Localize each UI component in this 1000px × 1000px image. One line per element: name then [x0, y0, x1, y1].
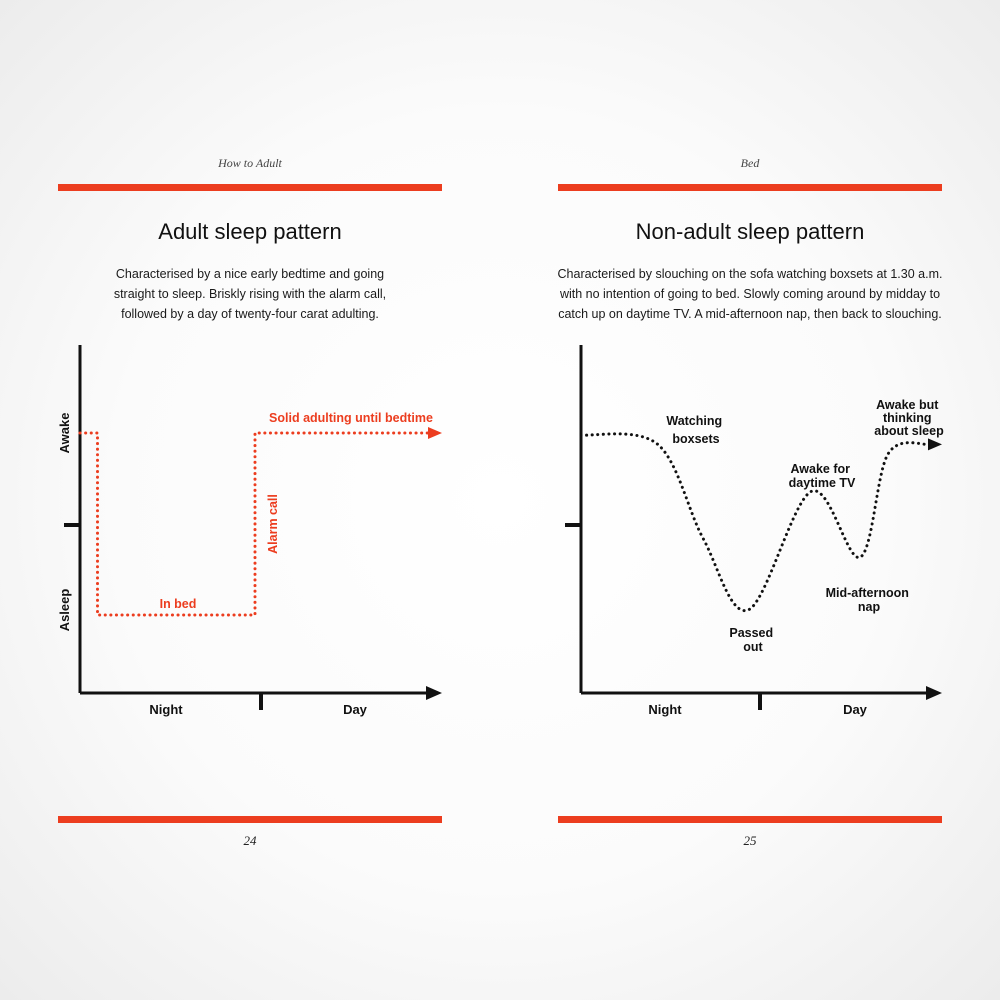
annotation-solid-adulting: Solid adulting until bedtime — [269, 411, 433, 425]
annotation-line: nap — [857, 600, 881, 614]
page-number: 25 — [743, 833, 757, 848]
x-axis-arrowhead — [426, 686, 442, 700]
annotation-alarm-call: Alarm call — [266, 494, 280, 554]
y-axis-label-asleep: Asleep — [57, 588, 72, 632]
description-line: with no intention of going to bed. Slowly coming around by midday to — [559, 287, 941, 301]
x-axis-label-night: Night — [149, 702, 183, 717]
page-title: Non-adult sleep pattern — [635, 219, 865, 244]
y-axis-label-awake: Awake — [57, 412, 72, 454]
annotation-line: Watching — [666, 414, 723, 428]
bottom-rule — [58, 816, 442, 823]
description-line: Characterised by a nice early bedtime and going — [115, 267, 385, 281]
running-head: How to Adult — [218, 156, 282, 170]
annotation-mid-afternoon-nap — [826, 586, 913, 614]
series-arrowhead — [428, 427, 442, 439]
sleep-series-line — [581, 434, 930, 611]
page-title: Adult sleep pattern — [158, 219, 342, 244]
description-line: catch up on daytime TV. A mid-afternoon nap, then back to slouching. — [558, 307, 942, 321]
x-axis-label-night: Night — [648, 702, 682, 717]
annotation-line: out — [743, 640, 763, 654]
annotation-line: boxsets — [672, 432, 720, 446]
series-arrowhead — [928, 438, 942, 450]
annotation-in-bed: In bed — [159, 597, 197, 611]
annotation-line: Awake for — [790, 462, 851, 476]
x-axis-label-day: Day — [843, 702, 867, 717]
annotation-line: Passed — [729, 626, 774, 640]
sleep-series-line — [80, 433, 430, 615]
page-number: 24 — [243, 833, 257, 848]
annotation-line: thinking — [882, 411, 932, 425]
annotation-line: Awake but — [876, 398, 939, 412]
annotation-passed-out — [729, 626, 776, 654]
right-page — [500, 0, 1000, 1000]
annotation-line: Mid-afternoon — [825, 586, 909, 600]
description-line: followed by a day of twenty-four carat adulting. — [121, 307, 379, 321]
description-line: Characterised by slouching on the sofa watching boxsets at 1.30 a.m. — [557, 267, 943, 281]
running-head: Bed — [740, 156, 760, 170]
x-axis-arrowhead — [926, 686, 942, 700]
annotation-awake-for-daytime-tv — [789, 462, 856, 490]
annotation-line: daytime TV — [788, 476, 856, 490]
non-adult-sleep-chart — [500, 0, 1000, 1000]
annotation-line: about sleep — [874, 424, 944, 438]
bottom-rule — [558, 816, 942, 823]
annotation-watching-boxsets — [666, 414, 725, 446]
description-line: straight to sleep. Briskly rising with the alarm call, — [113, 287, 387, 301]
x-axis-label-day: Day — [343, 702, 367, 717]
annotation-awake-thinking — [874, 398, 944, 438]
axes — [64, 345, 442, 710]
